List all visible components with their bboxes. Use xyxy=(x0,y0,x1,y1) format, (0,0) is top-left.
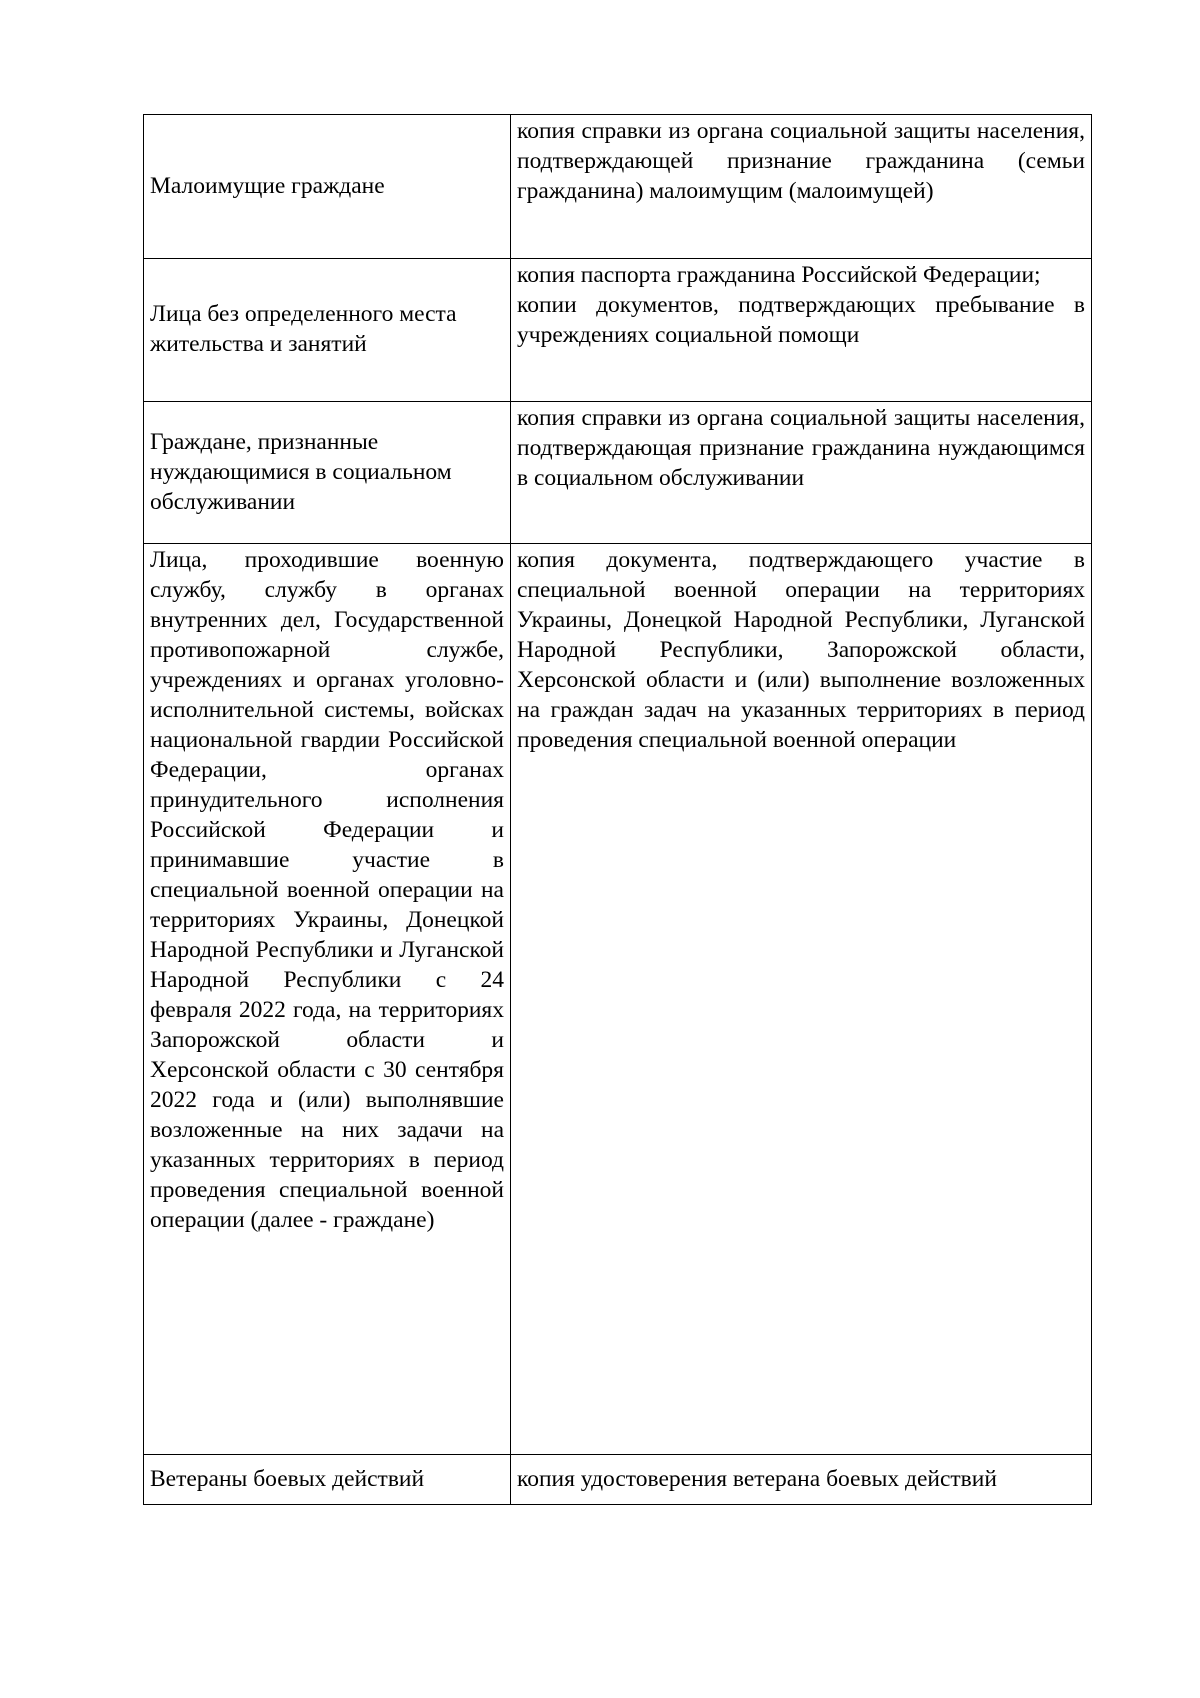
category-text: Лица, проходившие военную службу, службу в органах внутренних дел, Государственной противопожарной службе, учреждениях и органах уголовно-исполнительной системы, войсках национальной гвардии Российской Федерации, органах принудительного исполнения Российской Федерации и принимавшие участие в специальной военной операции на территориях Украины, Донецкой Народной Республики и Луганской Народной Республики с 24 февраля 2022 года, на территориях Запорожской области и Херсонской области с 30 сентября 2022 года и (или) выполнявшие возложенные на них задачи на указанных территориях в период проведения специальной военной операции (далее - граждане) xyxy=(150,547,504,1233)
document-text: копии документов, подтверждающих пребывание в учреждениях социальной помощи xyxy=(517,292,1085,348)
category-cell xyxy=(144,402,511,544)
category-text: Граждане, признанные нуждающимися в социальном обслуживании xyxy=(150,428,452,515)
documents-cell xyxy=(511,259,1092,402)
document-text: копия паспорта гражданина Российской Федерации; xyxy=(517,262,1041,288)
category-cell xyxy=(144,1455,511,1505)
category-text: Малоимущие граждане xyxy=(150,172,385,199)
table-row xyxy=(144,115,1092,259)
document-text: копия удостоверения ветерана боевых действий xyxy=(517,1466,997,1492)
documents-cell xyxy=(511,544,1092,1455)
document-text: копия справки из органа социальной защиты населения, подтверждающая признание гражданина нуждающимся в социальном обслуживании xyxy=(517,405,1085,491)
category-text: Лица без определенного места жительства и занятий xyxy=(150,301,457,357)
table-row xyxy=(144,1455,1092,1505)
documents-cell xyxy=(511,1455,1092,1505)
table-row xyxy=(144,259,1092,402)
table-row xyxy=(144,402,1092,544)
document-text: копия справки из органа социальной защиты населения, подтверждающей признание гражданина (семьи гражданина) малоимущим (малоимущей) xyxy=(517,118,1085,204)
category-cell xyxy=(144,544,511,1455)
category-cell xyxy=(144,115,511,259)
documents-cell xyxy=(511,402,1092,544)
documents-cell xyxy=(511,115,1092,259)
document-text: копия документа, подтверждающего участие в специальной военной операции на территориях Украины, Донецкой Народной Республики, Луганской Народной Республики, Запорожской области, Херсонской области и (или) выполнение возложенных на граждан задач на указанных территориях в период проведения специальной военной операции xyxy=(517,547,1085,753)
table-row xyxy=(144,544,1092,1455)
category-text: Ветераны боевых действий xyxy=(150,1466,425,1492)
category-cell xyxy=(144,259,511,402)
documents-table xyxy=(143,114,1092,1505)
